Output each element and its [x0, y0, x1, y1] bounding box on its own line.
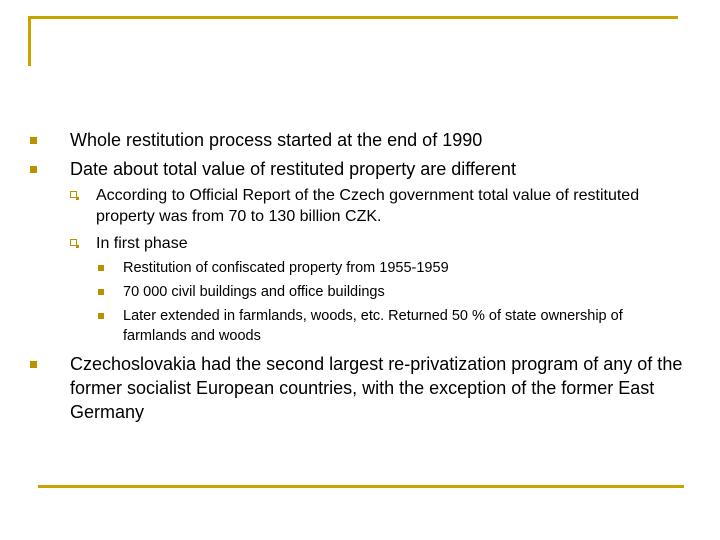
sub-sub-bullet-item	[123, 306, 683, 346]
hollow-square-bullet-icon	[70, 191, 77, 198]
square-bullet-icon	[30, 361, 37, 368]
bullet-text: Whole restitution process started at the end of 1990	[70, 130, 483, 150]
sub-bullet-item	[96, 185, 696, 227]
square-bullet-icon	[98, 265, 104, 271]
sub-bullet-text: According to Official Report of the Czech government total value of restituted property was from 70 to 130 billion CZK.	[96, 187, 640, 225]
sub-sub-bullet-item	[123, 258, 683, 278]
bullet-text: Date about total value of restituted property are different	[70, 159, 516, 179]
bullet-item	[70, 157, 700, 181]
hollow-square-bullet-icon	[70, 239, 77, 246]
sub-bullet-item	[96, 233, 696, 254]
square-bullet-icon	[98, 313, 104, 319]
sub-sub-bullet-text: Restitution of confiscated property from 1955-1959	[123, 260, 449, 276]
sub-sub-bullet-text: 70 000 civil buildings and office buildings	[123, 284, 385, 300]
square-bullet-icon	[30, 166, 37, 173]
bullet-item	[70, 352, 700, 424]
bullet-item	[70, 128, 700, 152]
square-bullet-icon	[98, 289, 104, 295]
sub-bullet-text: In first phase	[96, 235, 188, 252]
square-bullet-icon	[30, 137, 37, 144]
sub-sub-bullet-text: Later extended in farmlands, woods, etc. Returned 50 % of state ownership of farmlands and woods	[123, 308, 623, 344]
bullet-text: Czechoslovakia had the second largest re-privatization program of any of the former socialist European countries, with the exception of the former East Germany	[70, 354, 683, 422]
sub-sub-bullet-item	[123, 282, 683, 302]
